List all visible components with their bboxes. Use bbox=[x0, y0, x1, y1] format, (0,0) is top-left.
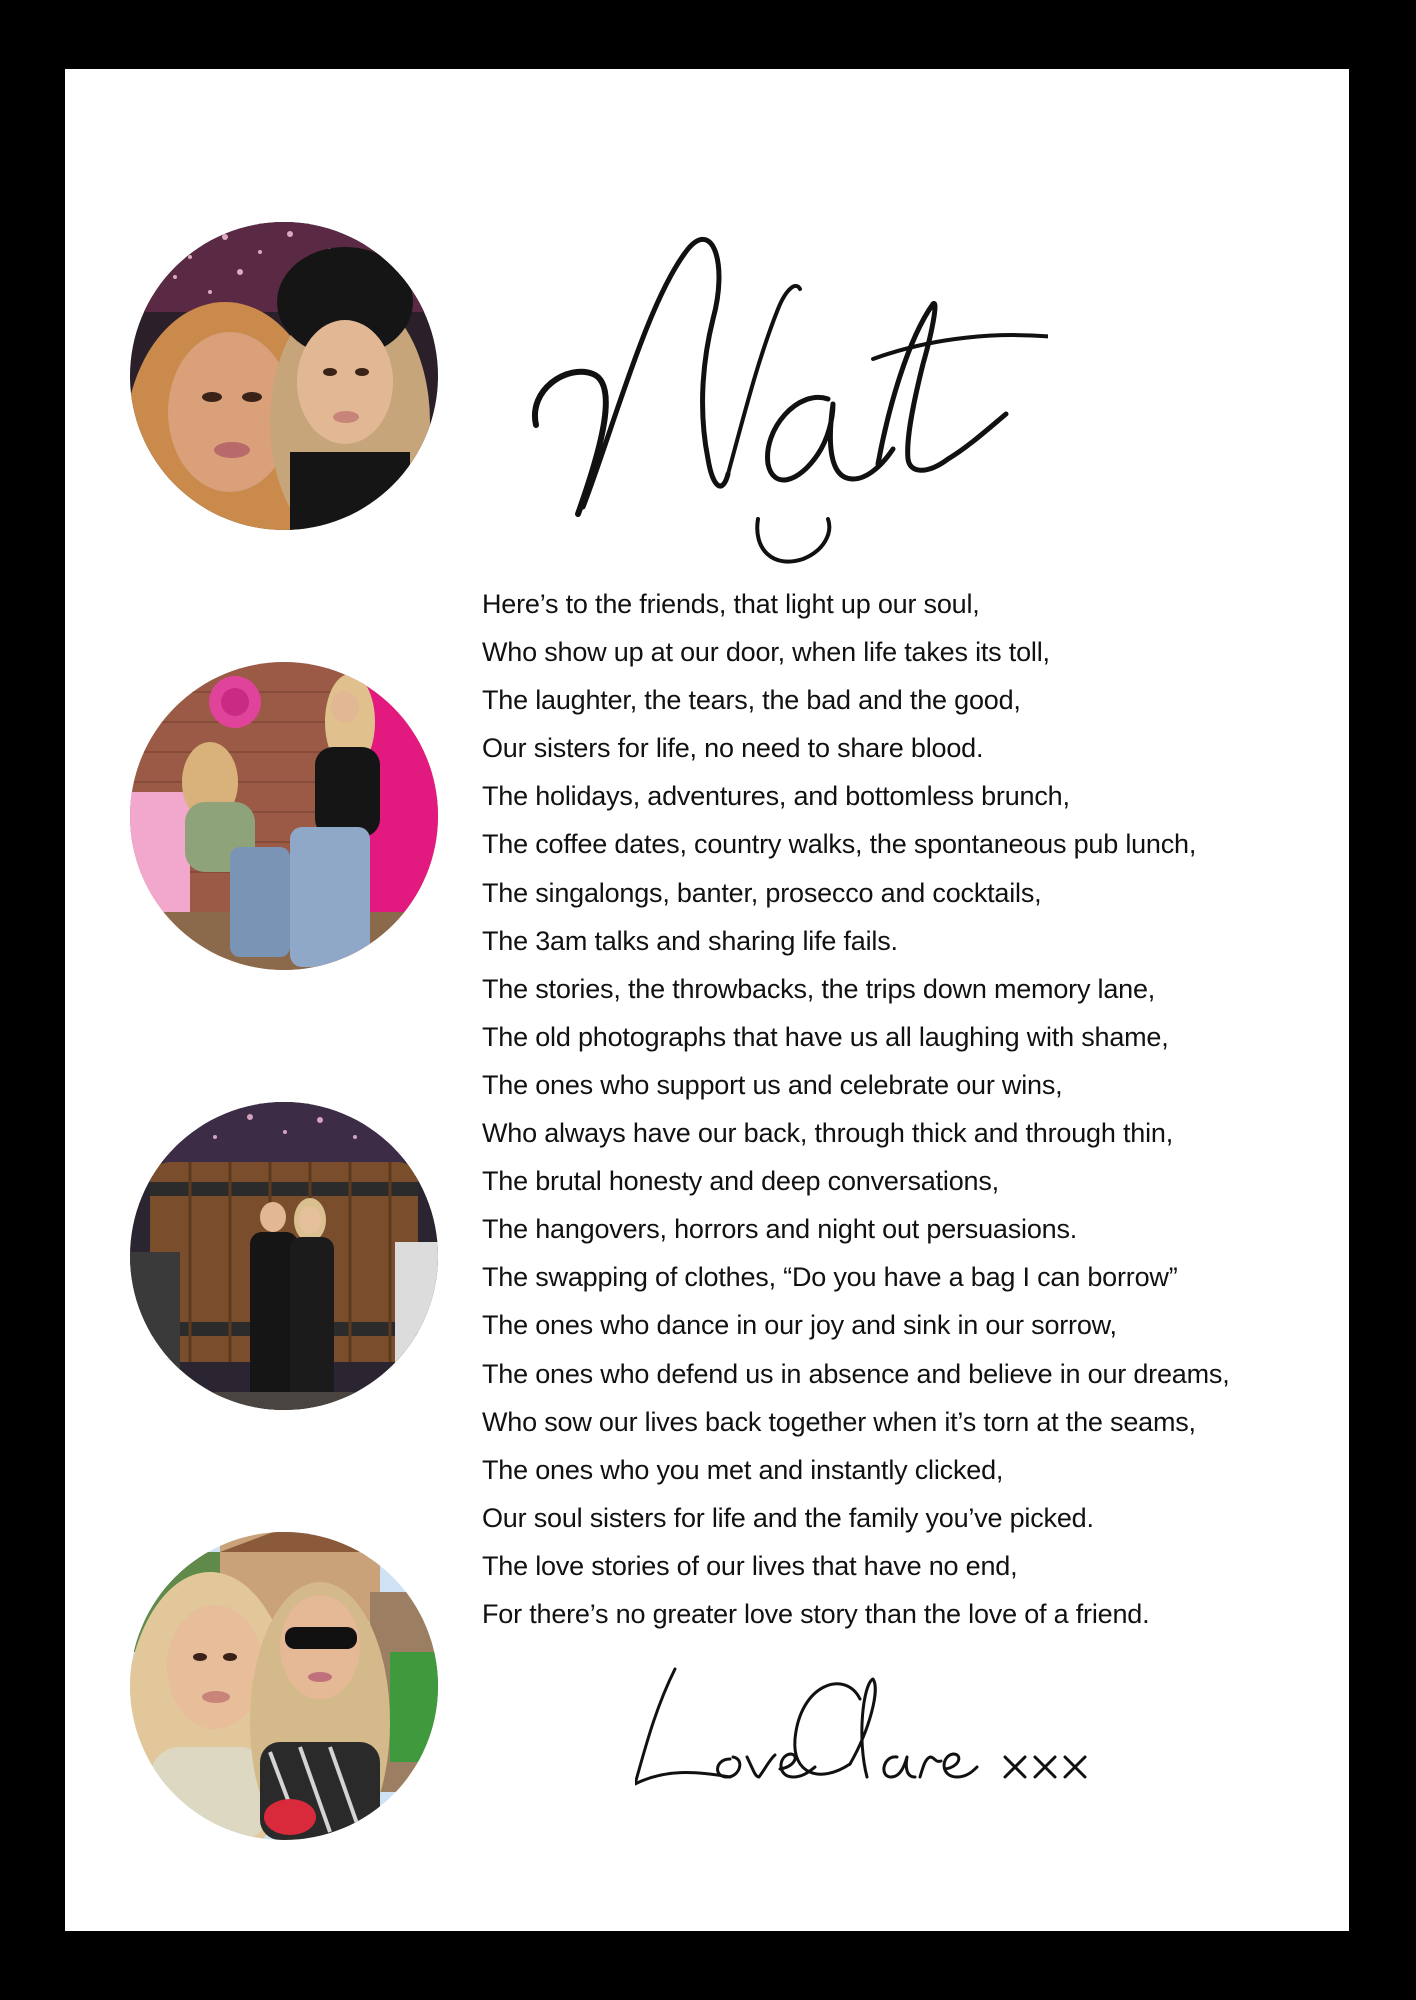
script-title-artwork bbox=[528, 189, 1048, 569]
poem-line: Here’s to the friends, that light up our soul, bbox=[482, 589, 980, 619]
poem-line: The ones who you met and instantly clicked, bbox=[482, 1454, 1004, 1485]
poem-print bbox=[65, 69, 1349, 1931]
poem-line: The singalongs, banter, prosecco and cocktails, bbox=[482, 877, 1042, 908]
signature bbox=[635, 1659, 1155, 1809]
poem-line: The ones who dance in our joy and sink in our sorrow, bbox=[482, 1310, 1117, 1341]
poem-line: Who always have our back, through thick and through thin, bbox=[482, 1118, 1174, 1149]
poem-line: The 3am talks and sharing life fails. bbox=[482, 925, 898, 956]
poem-line: For there’s no greater love story than the love of a friend. bbox=[482, 1598, 1150, 1629]
photo-two-friends-garden bbox=[130, 1532, 438, 1840]
photo-two-friends-selfie-lights bbox=[130, 222, 438, 530]
photo-two-friends-pink-wall bbox=[130, 662, 438, 970]
poem-line: The laughter, the tears, the bad and the good, bbox=[482, 685, 1021, 716]
poem-line: The old photographs that have us all laughing with shame, bbox=[482, 1021, 1169, 1052]
poem-line: Who show up at our door, when life takes its toll, bbox=[482, 637, 1050, 668]
poem-line: The swapping of clothes, “Do you have a bag I can borrow” bbox=[482, 1262, 1178, 1293]
poem-line: Who sow our lives back together when it’s torn at the seams, bbox=[482, 1406, 1196, 1437]
poem-line: The ones who defend us in absence and believe in our dreams, bbox=[482, 1358, 1230, 1389]
poem bbox=[482, 580, 1322, 1638]
handwritten-signature bbox=[635, 1659, 1155, 1809]
page-title bbox=[528, 189, 1048, 569]
poem-line: The hangovers, horrors and night out persuasions. bbox=[482, 1214, 1078, 1245]
poem-line: The love stories of our lives that have no end, bbox=[482, 1550, 1018, 1581]
poem-line: The ones who support us and celebrate our wins, bbox=[482, 1069, 1063, 1100]
poem-line: The brutal honesty and deep conversations, bbox=[482, 1166, 999, 1197]
poem-line: The holidays, adventures, and bottomless brunch, bbox=[482, 781, 1070, 812]
poem-line: The stories, the throwbacks, the trips down memory lane, bbox=[482, 973, 1156, 1004]
poem-line: The coffee dates, country walks, the spontaneous pub lunch, bbox=[482, 829, 1197, 860]
poem-line: Our soul sisters for life and the family you’ve picked. bbox=[482, 1502, 1094, 1533]
photo-group-wooden-barrel bbox=[130, 1102, 438, 1410]
poem-line: Our sisters for life, no need to share blood. bbox=[482, 733, 984, 764]
